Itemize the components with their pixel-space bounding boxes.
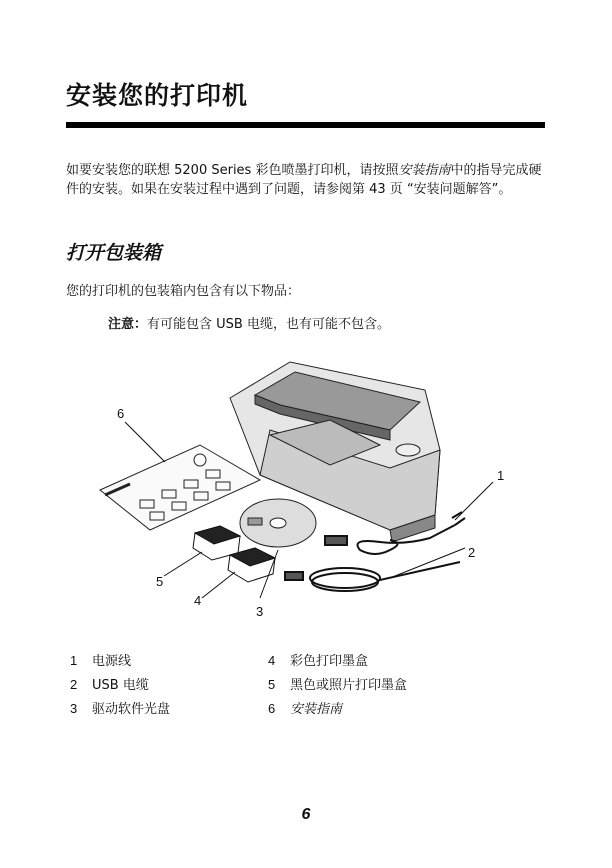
item-number: 2 [70, 677, 78, 692]
title-rule [66, 122, 545, 128]
note-label: 注意： [108, 317, 148, 332]
callout-6: 6 [117, 406, 125, 421]
item-number: 1 [70, 653, 78, 668]
item-label: 电源线 [92, 654, 132, 669]
item-number: 4 [268, 653, 276, 668]
callout-1: 1 [497, 468, 505, 483]
cd-drawing [240, 499, 316, 547]
setup-sheet-drawing [100, 445, 260, 530]
callout-4: 4 [194, 593, 202, 608]
page-number: 6 [301, 806, 311, 823]
intro-text-start: 如要安装您的联想 5200 Series 彩色喷墨打印机，请按照 [66, 163, 399, 178]
box-contents-illustration [90, 350, 520, 630]
list-item [70, 676, 170, 700]
intro-guide-ref: 安装指南 [398, 163, 451, 178]
list-item [268, 652, 407, 676]
section-text: 您的打印机的包装箱内包含有以下物品： [66, 284, 301, 299]
callout-5: 5 [156, 574, 164, 589]
note [108, 313, 390, 332]
list-item [70, 700, 170, 724]
item-label-guide: 安装指南 [290, 702, 343, 717]
item-number: 3 [70, 701, 78, 716]
item-label: 彩色打印墨盒 [290, 654, 369, 669]
items-list-right [268, 652, 407, 724]
callout-2: 2 [468, 545, 476, 560]
intro-paragraph [66, 161, 546, 199]
list-item [268, 700, 407, 724]
list-item [268, 676, 407, 700]
section-heading: 打开包装箱 [66, 242, 162, 264]
intro-text-end: 中的指导完成硬件的安装。如果在安装过程中遇到了问题，请参阅第 43 页 “安装问题解答”。 [66, 163, 542, 197]
item-label: USB 电缆 [92, 678, 149, 693]
item-number: 6 [268, 701, 276, 716]
items-list-left [70, 652, 170, 724]
item-label: 黑色或照片打印墨盒 [290, 678, 408, 693]
note-text: 有可能包含 USB 电缆，也有可能不包含。 [147, 317, 390, 332]
page-title: 安装您的打印机 [66, 81, 249, 110]
callout-3: 3 [256, 604, 264, 619]
item-number: 5 [268, 677, 276, 692]
usb-cable-drawing [285, 562, 460, 591]
item-label: 驱动软件光盘 [92, 702, 171, 717]
list-item [70, 652, 170, 676]
